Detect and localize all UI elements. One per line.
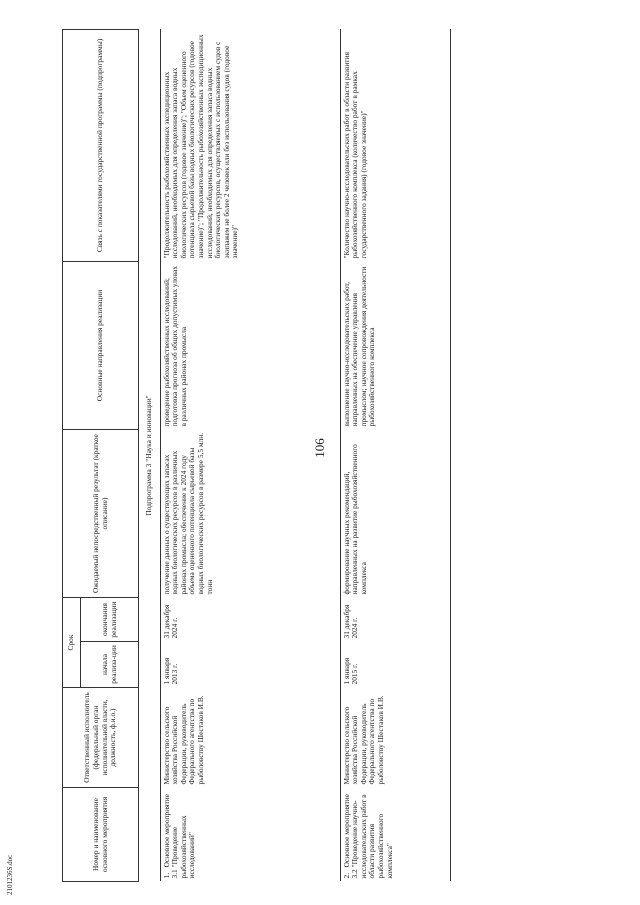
row-link: "Продолжительность рыбохозяйственных экспедиционных исследований, необходимых для определения запаса водных биологических ресурсов (годовое значение)"; "Объем оцененного потенциала сырьевой базы водных биологических ресурсов (годовое значение)"; "Продолжительность рыбохозяйственных экспедиционных исследований, необходимых для определения запаса водных биологических ресурсов, осуществляемых с использованием судов с экипажем не более 2 человек или без использования судов (годовое значение)": [160, 29, 340, 261]
header-term: Срок: [63, 597, 81, 687]
header-result: Ожидаемый непосредственный результат (краткое описание): [63, 429, 139, 597]
row-directions: проведение рыбохозяйственных исследований; подготовка прогноза об общих допустимых уловах в различных районах промысла: [160, 261, 340, 429]
header-num-name: Номер и наименование основного мероприятия: [63, 788, 139, 882]
row-end: 31 декабря 2024 г.: [340, 597, 450, 641]
row-result: получение данных о существующих запасах водных биологических ресурсов в различных районах промысла; обеспечение к 2024 году объема оцененного потенциала сырьевой базы водных биологических ресурсов в размере 5,5 млн. тонн: [160, 429, 340, 597]
header-directions: Основные направления реализации: [63, 261, 139, 429]
row-link: "Количество научно-исследовательских работ в области развития рыбохозяйственного комплекса (количество работ в рамках государственного задания) (годовое значение)": [340, 29, 450, 261]
row-start: 1 января 2013 г.: [160, 642, 340, 688]
table-row: [160, 29, 340, 881]
row-name: [160, 788, 340, 882]
header-link: Связь с показателями государственной программы (подпрограммы): [63, 29, 139, 261]
row-number: 2.: [341, 872, 351, 879]
row-end: 31 декабря 2024 г.: [160, 597, 340, 641]
row-directions: выполнение научно-исследовательских работ, направленных на обеспечение управления промыслом; научное сопровождения деятельности рыбохозяйственного комплекса: [340, 261, 450, 429]
table-row: [340, 29, 450, 881]
row-title: Основное мероприятие 3.1 "Проведение рыбохозяйственных исследований": [161, 793, 197, 879]
row-result: формирование научных рекомендаций, направленных на развитие рыбохозяйственного комплекса: [340, 429, 450, 597]
activities-table: [62, 29, 451, 882]
row-executor: Министерство сельского хозяйства Российской Федерации, руководитель Федерального агентства по рыболовству Шестаков И.В.: [340, 688, 450, 788]
row-title: Основное мероприятие 3.2 "Проведение научно-исследовательских работ в области развития рыбохозяйственного комплекса": [341, 793, 394, 879]
header-start: начала реализа-ции: [81, 642, 139, 688]
row-name: [340, 788, 450, 882]
rotated-table-container: [62, 30, 590, 882]
page-number: 106: [312, 438, 327, 458]
row-number: 1.: [161, 872, 171, 879]
subprogram-title: Подпрограмма 3 "Наука и инновации": [139, 29, 161, 881]
row-executor: Министерство сельского хозяйства Российской Федерации, руководитель Федерального агентства по рыболовству Шестаков И.В.: [160, 688, 340, 788]
row-start: 1 января 2015 г.: [340, 642, 450, 688]
header-end: окончания реализации: [81, 597, 139, 641]
document-id: 2101236S.doc: [6, 854, 14, 895]
header-executor: Ответственный исполнитель (федеральный орган исполнительной власти, должность, ф.и.о.): [63, 688, 139, 788]
